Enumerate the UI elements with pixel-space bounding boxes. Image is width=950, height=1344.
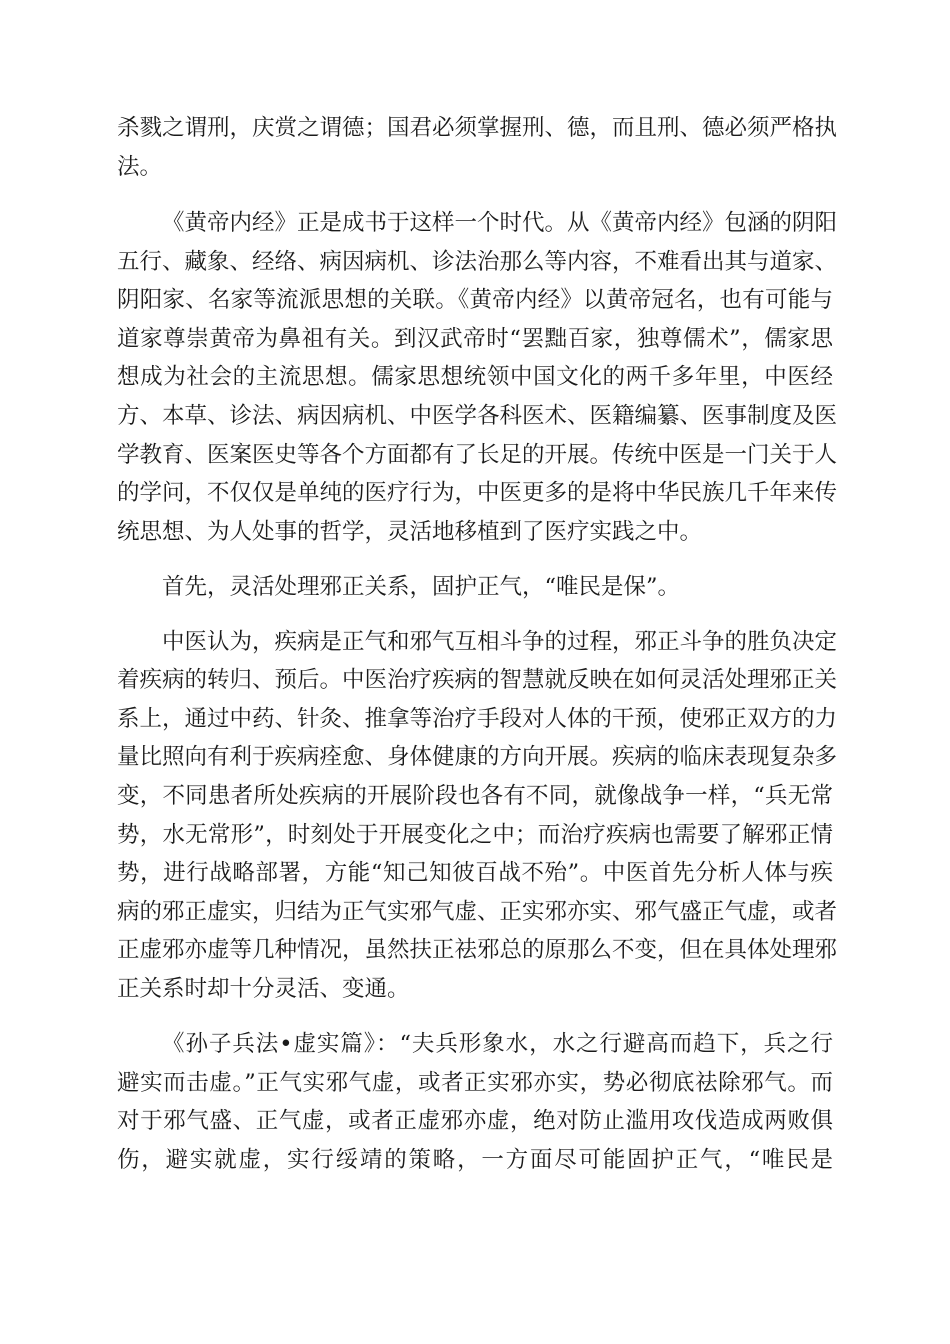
text-line: 势，水无常形”，时刻处于开展变化之中；而治疗疾病也需要了解邪正情 xyxy=(117,822,833,848)
paragraph-first-line: 《黄帝内经》正是成书于这样一个时代。从《黄帝内经》包涵的阴阳 xyxy=(162,210,838,236)
text-line: 五行、藏象、经络、病因病机、诊法治那么等内容，不难看出其与道家、 xyxy=(117,249,838,275)
text-line: 着疾病的转归、预后。中医治疗疾病的智慧就反映在如何灵活处理邪正关 xyxy=(117,667,838,693)
text-line: 正关系时却十分灵活、变通。 xyxy=(117,976,410,1002)
paragraph-first-line: 中医认为，疾病是正气和邪气互相斗争的过程，邪正斗争的胜负决定 xyxy=(162,629,838,655)
text-line: 方、本草、诊法、病因病机、中医学各科医术、医籍编纂、医事制度及医 xyxy=(117,403,838,429)
text-line: 病的邪正虚实，归结为正气实邪气虚、正实邪亦实、邪气盛正气虚，或者 xyxy=(117,899,838,925)
text-line: 阴阳家、名家等流派思想的关联。《黄帝内经》以黄帝冠名，也有可能与 xyxy=(117,287,833,313)
text-line: 对于邪气盛、正气虚，或者正虚邪亦虚，绝对防止滥用攻伐造成两败俱 xyxy=(117,1108,833,1134)
text-line: 量比照向有利于疾病痊愈、身体健康的方向开展。疾病的临床表现复杂多 xyxy=(117,744,838,770)
text-line: 道家尊崇黄帝为鼻祖有关。到汉武帝时“罢黜百家，独尊儒术”，儒家思 xyxy=(117,326,833,352)
section-heading: 首先，灵活处理邪正关系，固护正气，“唯民是保”。 xyxy=(162,574,681,600)
text-line: 学教育、医案医史等各个方面都有了长足的开展。传统中医是一门关于人 xyxy=(117,442,838,468)
text-line: 变，不同患者所处疾病的开展阶段也各有不同，就像战争一样，“兵无常 xyxy=(117,783,833,809)
text-line: 系上，通过中药、针灸、推拿等治疗手段对人体的干预，使邪正双方的力 xyxy=(117,706,838,732)
text-line: 想成为社会的主流思想。儒家思想统领中国文化的两千多年里，中医经 xyxy=(117,364,833,390)
paragraph-first-line: 《孙子兵法•虚实篇》：“夫兵形象水，水之行避高而趋下，兵之行 xyxy=(162,1031,833,1057)
text-line: 避实而击虚。”正气实邪气虚，或者正实邪亦实，势必彻底祛除邪气。而 xyxy=(117,1070,833,1096)
text-line: 的学问，不仅仅是单纯的医疗行为，中医更多的是将中华民族几千年来传 xyxy=(117,480,838,506)
text-line: 统思想、为人处事的哲学，灵活地移植到了医疗实践之中。 xyxy=(117,519,703,545)
text-line: 势，进行战略部署，方能“知己知彼百战不殆”。中医首先分析人体与疾 xyxy=(117,860,833,886)
text-line: 伤，避实就虚，实行绥靖的策略，一方面尽可能固护正气，“唯民是 xyxy=(117,1147,833,1173)
text-line: 正虚邪亦虚等几种情况，虽然扶正祛邪总的原那么不变，但在具体处理邪 xyxy=(117,937,838,963)
text-line: 法。 xyxy=(117,154,163,180)
text-line: 杀戮之谓刑，庆赏之谓德；国君必须掌握刑、德，而且刑、德必须严格执 xyxy=(117,115,838,141)
